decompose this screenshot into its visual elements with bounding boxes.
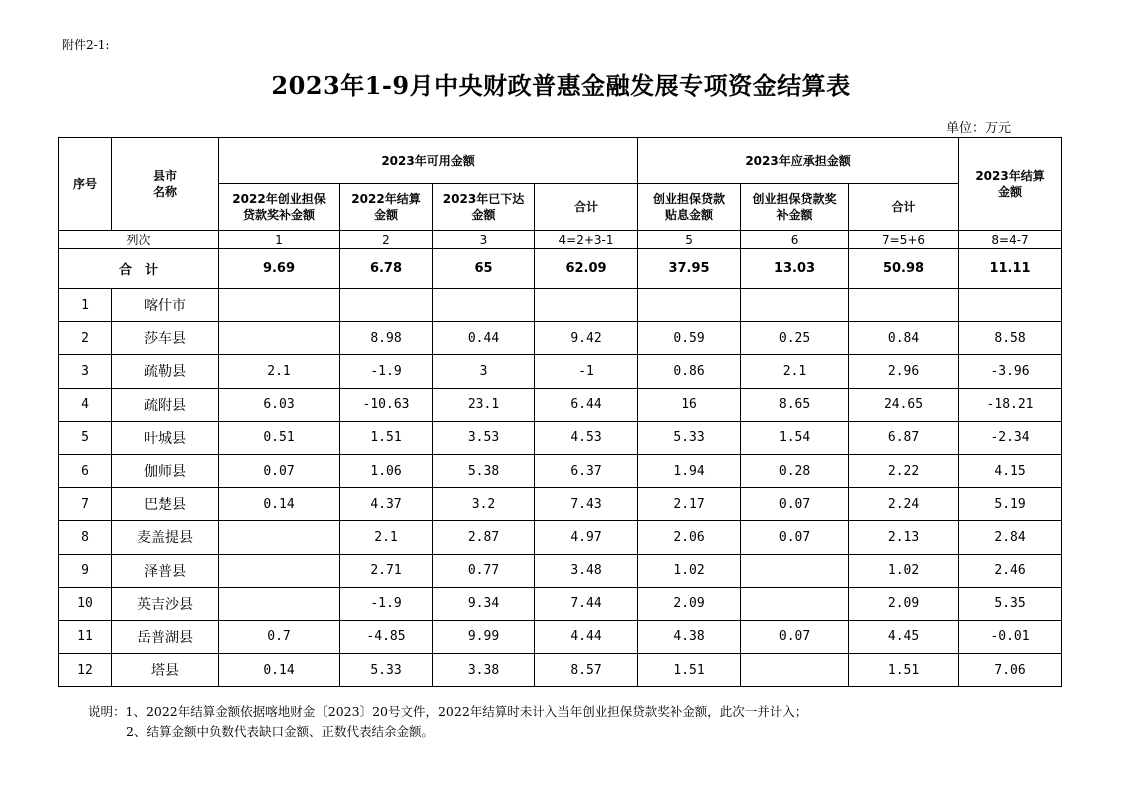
row-seq: 8 <box>59 521 112 554</box>
total-label: 合 计 <box>59 249 219 289</box>
table-row <box>59 322 1062 355</box>
row-value-cell: 5.33 <box>340 654 433 687</box>
table-row <box>59 388 1062 421</box>
row-value-cell: 1.02 <box>638 554 741 587</box>
row-value-cell: 2.71 <box>340 554 433 587</box>
row-value-cell: -1.9 <box>340 355 433 388</box>
column-index-cell: 6 <box>741 231 849 249</box>
row-value-cell: 2.13 <box>849 521 959 554</box>
row-value-cell: 6.87 <box>849 421 959 454</box>
row-county-name: 疏附县 <box>112 388 219 421</box>
total-cell: 11.11 <box>959 249 1062 289</box>
row-value-cell: 0.07 <box>741 488 849 521</box>
column-index-cell: 8=4-7 <box>959 231 1062 249</box>
row-value-cell: 8.58 <box>959 322 1062 355</box>
page-title: 2023年1-9月中央财政普惠金融发展专项资金结算表 <box>271 71 851 100</box>
row-value-cell: 2.96 <box>849 355 959 388</box>
note-2: 2、结算金额中负数代表缺口金额、正数代表结余金额。 <box>126 724 434 739</box>
header-seq: 序号 <box>59 138 112 231</box>
row-seq: 11 <box>59 620 112 653</box>
row-value-cell: -3.96 <box>959 355 1062 388</box>
row-value-cell: 2.87 <box>433 521 535 554</box>
row-value-cell: 9.42 <box>535 322 638 355</box>
row-value-cell: 0.51 <box>219 421 340 454</box>
header-col-7: 合计 <box>849 184 959 231</box>
total-cell: 50.98 <box>849 249 959 289</box>
row-value-cell: 1.06 <box>340 454 433 487</box>
row-value-cell: 2.22 <box>849 454 959 487</box>
row-county-name: 伽师县 <box>112 454 219 487</box>
row-value-cell: 1.54 <box>741 421 849 454</box>
row-value-cell: 4.37 <box>340 488 433 521</box>
row-value-cell: 7.43 <box>535 488 638 521</box>
row-value-cell <box>433 289 535 322</box>
row-value-cell: 6.37 <box>535 454 638 487</box>
row-value-cell: 9.34 <box>433 587 535 620</box>
row-value-cell <box>741 654 849 687</box>
total-row <box>59 249 1062 289</box>
row-county-name: 巴楚县 <box>112 488 219 521</box>
total-cell: 13.03 <box>741 249 849 289</box>
row-seq: 12 <box>59 654 112 687</box>
total-cell: 9.69 <box>219 249 340 289</box>
row-value-cell: 2.09 <box>638 587 741 620</box>
row-value-cell: 0.7 <box>219 620 340 653</box>
total-cell: 37.95 <box>638 249 741 289</box>
table-row <box>59 488 1062 521</box>
row-value-cell: 7.44 <box>535 587 638 620</box>
row-county-name: 疏勒县 <box>112 355 219 388</box>
row-value-cell: 3.53 <box>433 421 535 454</box>
header-county: 县市 名称 <box>112 138 219 231</box>
table-row <box>59 355 1062 388</box>
table-row <box>59 587 1062 620</box>
row-value-cell: 2.84 <box>959 521 1062 554</box>
row-value-cell: 8.65 <box>741 388 849 421</box>
column-index-cell: 2 <box>340 231 433 249</box>
table-row <box>59 289 1062 322</box>
row-value-cell: 2.24 <box>849 488 959 521</box>
row-value-cell <box>219 289 340 322</box>
header-col-2: 2022年结算 金额 <box>340 184 433 231</box>
total-cell: 65 <box>433 249 535 289</box>
column-index-row <box>59 231 1062 249</box>
row-county-name: 塔县 <box>112 654 219 687</box>
column-index-cell: 7=5+6 <box>849 231 959 249</box>
row-value-cell: 0.07 <box>741 620 849 653</box>
table-row <box>59 454 1062 487</box>
attachment-label: 附件2-1: <box>62 38 110 52</box>
row-value-cell: 6.44 <box>535 388 638 421</box>
row-value-cell: 9.99 <box>433 620 535 653</box>
row-value-cell: 0.14 <box>219 654 340 687</box>
row-value-cell: 0.84 <box>849 322 959 355</box>
settlement-table <box>58 137 1062 687</box>
header-col-1: 2022年创业担保 贷款奖补金额 <box>219 184 340 231</box>
row-value-cell: 0.07 <box>741 521 849 554</box>
row-value-cell: 0.77 <box>433 554 535 587</box>
row-seq: 9 <box>59 554 112 587</box>
row-value-cell: 2.09 <box>849 587 959 620</box>
table-row <box>59 620 1062 653</box>
column-index-cell: 5 <box>638 231 741 249</box>
row-value-cell: 0.86 <box>638 355 741 388</box>
row-county-name: 岳普湖县 <box>112 620 219 653</box>
row-county-name: 麦盖提县 <box>112 521 219 554</box>
note-1: 说明：1、2022年结算金额依据喀地财金〔2023〕20号文件，2022年结算时未计入当年创业担保贷款奖补金额，此次一并计入； <box>88 704 808 719</box>
table-row <box>59 421 1062 454</box>
header-col-4: 合计 <box>535 184 638 231</box>
row-value-cell: 0.07 <box>219 454 340 487</box>
row-seq: 3 <box>59 355 112 388</box>
row-value-cell: 0.59 <box>638 322 741 355</box>
row-value-cell: -1 <box>535 355 638 388</box>
row-value-cell: 1.02 <box>849 554 959 587</box>
row-seq: 1 <box>59 289 112 322</box>
table-row <box>59 654 1062 687</box>
row-value-cell: 24.65 <box>849 388 959 421</box>
row-value-cell: 1.94 <box>638 454 741 487</box>
row-value-cell: 5.19 <box>959 488 1062 521</box>
unit-label: 单位：万元 <box>946 121 1012 136</box>
row-value-cell: 4.45 <box>849 620 959 653</box>
row-value-cell: -10.63 <box>340 388 433 421</box>
row-value-cell: 5.33 <box>638 421 741 454</box>
row-value-cell: 1.51 <box>849 654 959 687</box>
row-value-cell: 2.1 <box>219 355 340 388</box>
row-value-cell <box>219 587 340 620</box>
row-county-name: 泽普县 <box>112 554 219 587</box>
row-value-cell: 4.38 <box>638 620 741 653</box>
row-value-cell <box>535 289 638 322</box>
row-value-cell: -0.01 <box>959 620 1062 653</box>
row-value-cell: 4.53 <box>535 421 638 454</box>
row-value-cell: -1.9 <box>340 587 433 620</box>
row-value-cell <box>340 289 433 322</box>
row-value-cell: 1.51 <box>340 421 433 454</box>
row-value-cell <box>219 554 340 587</box>
row-value-cell: 16 <box>638 388 741 421</box>
row-value-cell: 7.06 <box>959 654 1062 687</box>
row-value-cell: 2.17 <box>638 488 741 521</box>
table-row <box>59 521 1062 554</box>
row-value-cell: 8.98 <box>340 322 433 355</box>
header-col-5: 创业担保贷款 贴息金额 <box>638 184 741 231</box>
row-value-cell: 2.46 <box>959 554 1062 587</box>
row-value-cell: -18.21 <box>959 388 1062 421</box>
row-value-cell: -4.85 <box>340 620 433 653</box>
row-seq: 5 <box>59 421 112 454</box>
row-value-cell <box>219 521 340 554</box>
header-col-6: 创业担保贷款奖 补金额 <box>741 184 849 231</box>
row-seq: 6 <box>59 454 112 487</box>
row-county-name: 莎车县 <box>112 322 219 355</box>
row-value-cell: 6.03 <box>219 388 340 421</box>
row-county-name: 叶城县 <box>112 421 219 454</box>
total-cell: 6.78 <box>340 249 433 289</box>
header-col-3: 2023年已下达 金额 <box>433 184 535 231</box>
row-value-cell: 2.1 <box>340 521 433 554</box>
row-value-cell: 8.57 <box>535 654 638 687</box>
row-seq: 4 <box>59 388 112 421</box>
column-index-cell: 1 <box>219 231 340 249</box>
header-settlement: 2023年结算 金额 <box>959 138 1062 231</box>
column-index-label: 列次 <box>59 231 219 249</box>
row-value-cell: 3.48 <box>535 554 638 587</box>
row-value-cell: 5.38 <box>433 454 535 487</box>
row-value-cell: 4.97 <box>535 521 638 554</box>
row-value-cell: 4.44 <box>535 620 638 653</box>
row-value-cell: 4.15 <box>959 454 1062 487</box>
row-value-cell <box>959 289 1062 322</box>
header-group-liable: 2023年应承担金额 <box>638 138 959 184</box>
row-value-cell: 0.28 <box>741 454 849 487</box>
row-value-cell: 5.35 <box>959 587 1062 620</box>
row-value-cell <box>849 289 959 322</box>
row-county-name: 英吉沙县 <box>112 587 219 620</box>
row-seq: 7 <box>59 488 112 521</box>
column-index-cell: 3 <box>433 231 535 249</box>
row-value-cell <box>741 289 849 322</box>
row-value-cell <box>741 587 849 620</box>
row-value-cell: 1.51 <box>638 654 741 687</box>
row-value-cell: 0.14 <box>219 488 340 521</box>
row-seq: 10 <box>59 587 112 620</box>
row-value-cell: -2.34 <box>959 421 1062 454</box>
table-row <box>59 554 1062 587</box>
column-index-cell: 4=2+3-1 <box>535 231 638 249</box>
row-value-cell: 3.38 <box>433 654 535 687</box>
row-value-cell: 3 <box>433 355 535 388</box>
row-value-cell: 0.44 <box>433 322 535 355</box>
row-value-cell: 23.1 <box>433 388 535 421</box>
row-value-cell: 3.2 <box>433 488 535 521</box>
row-value-cell: 0.25 <box>741 322 849 355</box>
row-value-cell <box>741 554 849 587</box>
row-value-cell <box>638 289 741 322</box>
total-cell: 62.09 <box>535 249 638 289</box>
row-value-cell <box>219 322 340 355</box>
row-seq: 2 <box>59 322 112 355</box>
row-county-name: 喀什市 <box>112 289 219 322</box>
row-value-cell: 2.06 <box>638 521 741 554</box>
row-value-cell: 2.1 <box>741 355 849 388</box>
header-group-available: 2023年可用金额 <box>219 138 638 184</box>
